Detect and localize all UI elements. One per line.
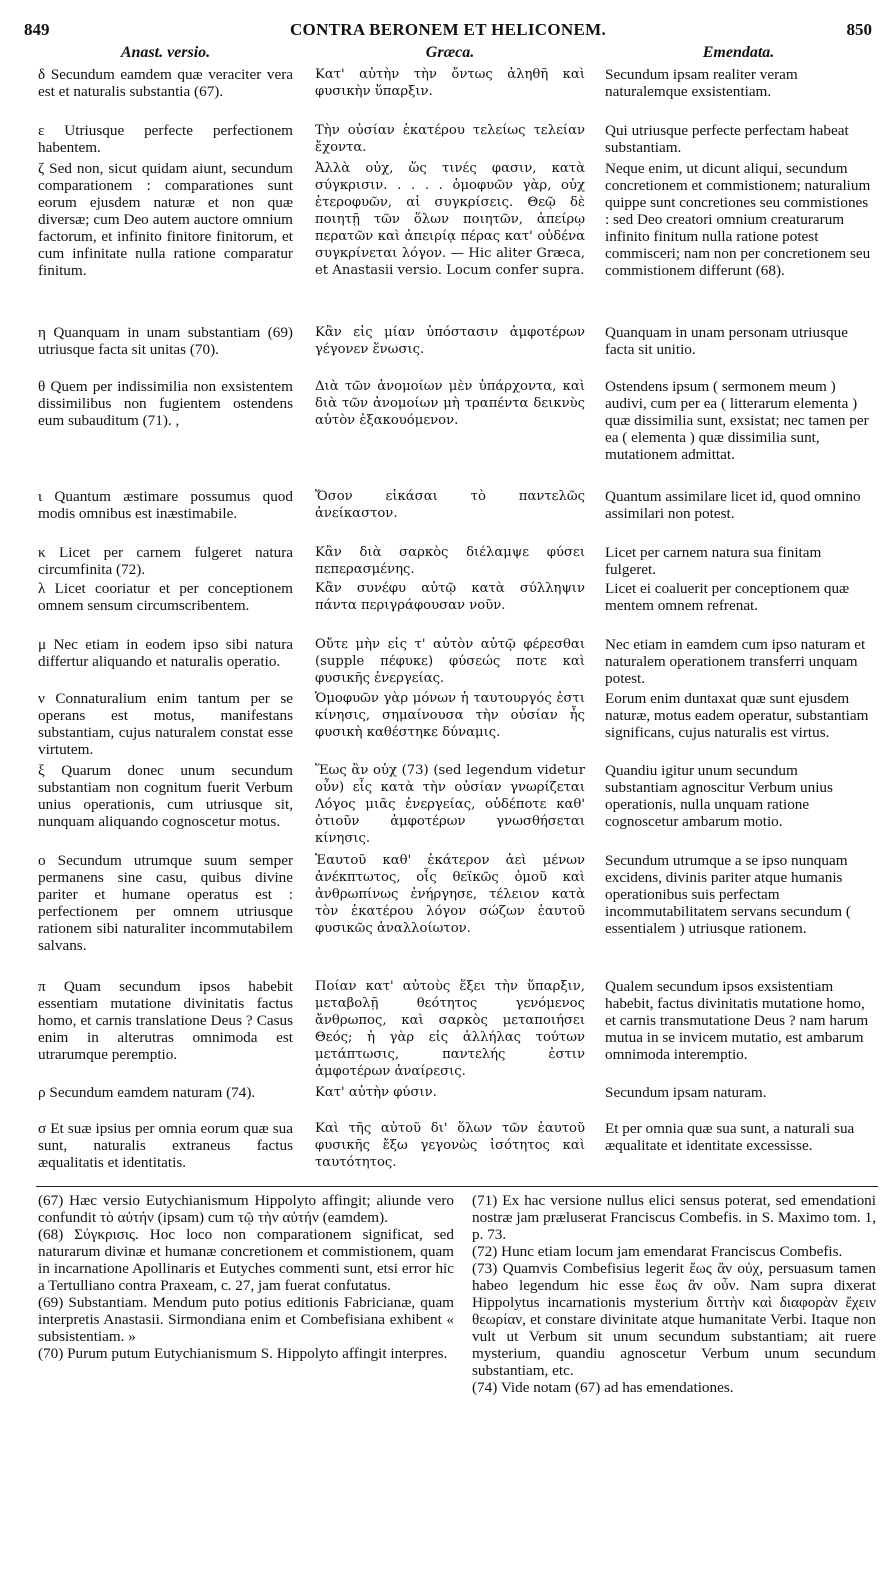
latin-passage: θ Quem per indissimilia non exsistentem dissimilibus non fugientem ostendens eum subauditum (71). ,	[38, 378, 293, 429]
greek-passage: Κἂν συνέφυ αὐτῷ κατὰ σύλληψιν πάντα περιγράφουσαν νοῦν.	[315, 581, 585, 613]
emendata-passage: Nec etiam in eamdem cum ipso naturam et naturalem operationem transferri unquam potest.	[605, 636, 866, 687]
emendata-passage: Ostendens ipsum ( sermonem meum ) audivi, cum per ea ( litterarum elementa ) quæ dissimilia sunt, exsistat; nec tamen per ea ( elementa ) quæ dissimilia sunt, mutationem admittat.	[605, 378, 869, 463]
page-header	[24, 20, 872, 44]
emendata-passage: Quanquam in unam personam utriusque facta sit unitio.	[605, 324, 848, 358]
greek-passage: Ἑαυτοῦ καθ' ἑκάτερον ἀεὶ μένων ἀνέκπτωτος, οἷς θεϊκῶς ὁμοῦ καὶ ἀνθρωπίνως ἐνήργησε, τέλειον κατὰ τὸν ἑκατέρου λόγον σώζων ἑαυτοῦ φυσικῶς ἀναλλοίωτον.	[315, 853, 585, 936]
footnote-divider	[36, 1186, 878, 1187]
footnote: (74) Vide notam (67) ad has emendationes.	[472, 1379, 734, 1396]
emendata-passage: Quantum assimilare licet id, quod omnino assimilari non potest.	[605, 488, 861, 522]
greek-passage: Ἕως ἂν οὐχ (73) (sed legendum videtur οὖν) εἷς κατὰ τὴν οὐσίαν γνωρίζεται Λόγος μιᾶς ἐνεργείας, οὐδέποτε καθ' ὁτιοῦν ἀμφοτέρων γνωσθήσεται κίνησις.	[315, 763, 585, 846]
greek-passage: Κατ' αὐτὴν φύσιν.	[315, 1085, 437, 1100]
latin-passage: δ Secundum eamdem quæ veraciter vera est et naturalis substantia (67).	[38, 66, 293, 100]
emendata-passage: Qui utriusque perfecte perfectam habeat substantiam.	[605, 122, 849, 156]
latin-passage: κ Licet per carnem fulgeret natura circumfinita (72).	[38, 544, 293, 578]
footnote: (69) Substantiam. Mendum puto potius editionis Fabricianæ, quam interpretis Anastasii. Sirmondiana enim et Combefisiana exhibent « subsistentiam. »	[38, 1294, 454, 1345]
emendata-passage: Et per omnia quæ sua sunt, a naturali sua æqualitate et identitate excessisse.	[605, 1120, 855, 1154]
greek-passage: Ἀλλὰ οὐχ, ὥς τινές φασιν, κατὰ σύγκρισιν. . . . . ὁμοφυῶν γὰρ, οὐχ ἑτεροφυῶν, αἱ συγκρίσεις. Θεῷ δὲ ποιητῇ τῶν ὅλων ποιητῶν, ἀπείρῳ περατῶν καὶ ἀπειρίᾳ πέρας κατ' οὐδένα συγκρίνεται λόγον. — Hic aliter Græca, et Anastasii versio. Locum confer supra.	[315, 161, 585, 278]
latin-passage: ζ Sed non, sicut quidam aiunt, secundum comparationem : comparationes sunt eorum ejusdem naturæ et non quæ diversæ; cum Deo autem auctore omnium factorum, et infinito finitore finitorum, et cum infinitate nulla ratione comparatur finitum.	[38, 160, 293, 279]
footnote: (71) Ex hac versione nullus elici sensus poterat, sed emendationi nostræ jam præluserat Franciscus Combefis. in S. Maximo tom. 1, p. 73.	[472, 1192, 876, 1243]
greek-passage: Ποίαν κατ' αὐτοὺς ἕξει τὴν ὕπαρξιν, μεταβολῇ θεότητος γενόμενος ἄνθρωπος, καὶ σαρκὸς μεταποιήσει Θεός; ἡ γὰρ εἰς ἀλλήλας τούτων μετάπτωσις, παντελής ἐστιν ἀμφοτέρων ἀναίρεσις.	[315, 979, 585, 1079]
greek-passage: Κἂν εἰς μίαν ὑπόστασιν ἀμφοτέρων γέγονεν ἕνωσις.	[315, 325, 585, 357]
latin-passage: η Quanquam in unam substantiam (69) utriusque facta sit unitas (70).	[38, 324, 293, 358]
emendata-passage: Secundum ipsam naturam.	[605, 1084, 767, 1101]
footnote: (73) Quamvis Combefisius legerit ἕως ἂν οὐχ, persuasum tamen habeo legendum hic esse ἕως ἂν οὖν. Nam supra dixerat Hippolytus incarnationis mysterium διττὴν καὶ διαφορὰν ἔχειν θεωρίαν, et constare divinitate atque humanitate Verbi. Itaque non vult ut Verbum sit unum secundum substantiam; ait ruere mysterium, quandiu agnoscetur Verbum unum secundum substantiam, etc.	[472, 1260, 876, 1379]
latin-passage: ι Quantum æstimare possumus quod modis omnibus est inæstimabile.	[38, 488, 293, 522]
emendata-passage: Licet ei coaluerit per conceptionem quæ mentem omnem refrenat.	[605, 580, 850, 614]
greek-passage: Ὅσον εἰκάσαι τὸ παντελῶς ἀνείκαστον.	[315, 489, 585, 521]
footnote: (72) Hunc etiam locum jam emendarat Franciscus Combefis.	[472, 1243, 843, 1260]
latin-passage: ξ Quarum donec unum secundum substantiam non cognitum fuerit Verbum unius operationis, cum utriusque sit, nunquam aliquando cognoscetur motus.	[38, 762, 293, 830]
latin-passage: λ Licet cooriatur et per conceptionem omnem sensum circumscribentem.	[38, 580, 293, 614]
running-title: CONTRA BERONEM ET HELICONEM.	[289, 20, 607, 39]
footnotes-left	[38, 1192, 454, 1362]
emendata-passage: Secundum ipsam realiter veram naturalemque exsistentiam.	[605, 66, 798, 100]
greek-passage: Κατ' αὐτὴν τὴν ὄντως ἀληθῆ καὶ φυσικὴν ὕπαρξιν.	[315, 67, 585, 99]
greek-passage: Ὁμοφυῶν γὰρ μόνων ἡ ταυτουργός ἐστι κίνησις, σημαίνουσα τὴν οὐσίαν ἧς φυσικὴ καθέστηκε δύναμις.	[315, 691, 585, 740]
footnote: (68) Σύγκρισις. Hoc loco non comparationem significat, sed naturarum divinæ et humanæ concretionem et commistionem, quam in incarnatione Apollinaris et Eutyches commenti sunt, etsi error hic a Tertulliano contra Praxeam, c. 27, jam fuerat confutatus.	[38, 1226, 454, 1294]
latin-passage: ν Connaturalium enim tantum per se operans est motus, manifestans substantiam, cujus naturalem constat esse virtutem.	[38, 690, 293, 758]
column-heading-greek: Græca.	[425, 44, 475, 61]
latin-passage: ρ Secundum eamdem naturam (74).	[38, 1084, 256, 1101]
page-number-right: 850	[846, 20, 872, 39]
page-number-left: 849	[24, 20, 50, 39]
greek-passage: Κἂν διὰ σαρκὸς διέλαμψε φύσει πεπερασμένης.	[315, 545, 585, 577]
footnote: (67) Hæc versio Eutychianismum Hippolyto affingit; aliunde vero confundit τὸ αὐτήν (ipsam) cum τῷ τὴν αὐτήν (eamdem).	[38, 1192, 454, 1226]
latin-passage: ε Utriusque perfecte perfectionem habentem.	[38, 122, 293, 156]
greek-passage: Διὰ τῶν ἀνομοίων μὲν ὑπάρχοντα, καὶ διὰ τῶν ἀνομοίων μὴ τραπέντα δεικνὺς αὐτὸν ἐξακουόμενον.	[315, 379, 585, 428]
emendata-passage: Licet per carnem natura sua finitam fulgeret.	[605, 544, 822, 578]
latin-passage: π Quam secundum ipsos habebit essentiam mutatione divinitatis factus homo, et carnis translatione Deus ? Casus enim in alterutras omnimoda est utrarumque peremptio.	[38, 978, 293, 1063]
greek-passage: Καὶ τῆς αὐτοῦ δι' ὅλων τῶν ἑαυτοῦ φυσικῆς ἔξω γεγονὼς ἰσότητος καὶ ταυτότητος.	[315, 1121, 585, 1170]
column-heading-latin: Anast. versio.	[120, 44, 211, 61]
greek-passage: Οὔτε μὴν εἰς τ' αὐτὸν αὐτῷ φέρεσθαι (supple πέφυκε) φύσεώς ποτε καὶ φυσικῆς ἐνεργείας.	[315, 637, 585, 686]
latin-passage: σ Et suæ ipsius per omnia eorum quæ sua sunt, naturalis extraneus factus æqualitatis et identitatis.	[38, 1120, 293, 1171]
column-heading-emendata: Emendata.	[702, 44, 775, 61]
footnote: (70) Purum putum Eutychianismum S. Hippolyto affingit interpres.	[38, 1345, 448, 1362]
greek-passage: Τὴν οὐσίαν ἑκατέρου τελείως τελείαν ἔχοντα.	[315, 123, 585, 155]
latin-passage: ο Secundum utrumque suum semper permanens sine casu, quibus divine pariter et humane operatus est : perfectionem per omnem utriusque rationem sibi naturaliter incommutabilem salvans.	[38, 852, 293, 954]
emendata-passage: Qualem secundum ipsos exsistentiam habebit, factus divinitatis mutatione homo, et carnis transmutatione Deus ? nam harum mutua in se invicem mutatio, est ambarum omnimoda interemptio.	[605, 978, 869, 1063]
emendata-passage: Neque enim, ut dicunt aliqui, secundum concretionem et commistionem; naturalium quippe sunt concretiones seu commistiones : sed Deo creatori omnium creaturarum infinito finitum nulla ratione potest commisceri; nam non per concretionem seu commistionem differunt (68).	[605, 160, 871, 279]
emendata-passage: Secundum utrumque a se ipso nunquam excidens, divinis pariter atque humanis operationibus suis perfectam incommutabilitatem servans secundum ( essentialem ) utriusque rationem.	[605, 852, 851, 937]
footnotes-right	[472, 1192, 876, 1396]
emendata-passage: Quandiu igitur unum secundum substantiam agnoscitur Verbum unius operationis, nulla unquam ratione cognoscetur ambarum motio.	[605, 762, 833, 830]
latin-passage: μ Nec etiam in eodem ipso sibi natura differtur aliquando et naturalis operatio.	[38, 636, 293, 670]
emendata-passage: Eorum enim duntaxat quæ sunt ejusdem naturæ, motus eadem operatur, substantiam significans, cujus naturalis est virtus.	[605, 690, 869, 741]
